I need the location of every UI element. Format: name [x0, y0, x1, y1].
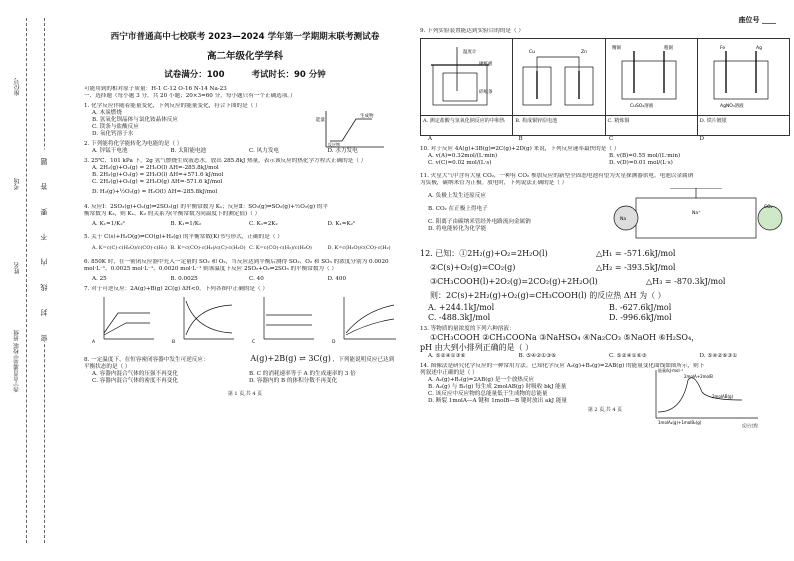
q11-option-a: A. 负极上发生还原反应 — [428, 193, 486, 200]
q9-option-a: A — [428, 136, 433, 143]
q1-option-c: C. 镁条与盐酸反应 — [92, 124, 139, 131]
section-heading: 一、选择题（每小题 3 分，共 20 小题；20×3=60 分，每小题只有一个正确选项。） — [84, 93, 296, 100]
q12-ask: 则：2C(s)+2H₂(g)+O₂(g)=CH₃COOH(l) 的反应热 ΔH 为（ ） — [430, 291, 666, 301]
q5-option-c: C. K=c(CO)·c(H₂)/c(H₂O) — [249, 244, 312, 251]
svg-text:1molA₂(g)+1molB₂(g): 1molA₂(g)+1molB₂(g) — [658, 420, 702, 426]
q12-eq2: ②C(s)+O₂(g)=CO₂(g) △H₂ = -393.5kJ/mol — [430, 263, 676, 273]
question-10: 10. 对于反应 4A(g)+3B(g)⇌2C(g)+2D(g) 来说，下列反应速率最快的是（ ） — [420, 146, 620, 153]
q14-option-b: B. A₂(g) 与 B₂(g) 每生成 2molAB(g) 时吸收 bkJ 能量 — [428, 384, 567, 391]
q3-option-a: A. 2H₂(g)+O₂(g) = 2H₂O(l) ΔH=-285.8kJ/mol — [92, 165, 219, 172]
q4-options — [92, 221, 406, 228]
svg-text:D: D — [332, 340, 336, 346]
q5-option-b: B. K=c(CO)·c(H₂)/c(C)·c(H₂O) — [170, 244, 246, 251]
svg-text:硬纸板: 硬纸板 — [479, 61, 493, 67]
q9-caption-b: B. 构成铜锌原电池 — [513, 116, 605, 136]
q5-options — [92, 245, 406, 251]
q1-reactant-label: 反应物 — [328, 142, 340, 148]
svg-text:Zn: Zn — [581, 49, 588, 55]
name-label: 姓名 — [14, 262, 21, 274]
q8-option-a: A. 容器内混合气体的压强不再变化 — [92, 371, 178, 378]
q9-apparatus-a — [421, 38, 513, 115]
question-4-cont: 衡常数为 K₂，则 K₁、K₂ 的关系为(平衡常数为同温度下的测定值)（ ） — [84, 211, 261, 217]
q2-option-a: A. 锌锰干电池 — [92, 148, 128, 155]
q2-option-b: B. 太阳能电池 — [170, 148, 207, 155]
q14-option-c: C. 该反应中反应物的总能量低于生成物的总能量 — [428, 391, 548, 398]
svg-text:A: A — [92, 340, 96, 346]
q10-option-c: C. v(C)=0.02 mol/(L·s) — [428, 160, 492, 167]
svg-text:碎纸条: 碎纸条 — [479, 89, 493, 95]
q9-apparatus-c — [605, 38, 697, 115]
question-9: 9. 下列实验装置能达到实验目的的是（ ） — [420, 28, 524, 34]
q8-option-c: C. 容器内混合气体的密度不再变化 — [92, 378, 178, 385]
q14-option-d: D. 断裂 1molA—A 键和 1molB—B 键时放出 akJ 能量 — [428, 398, 567, 405]
question-11: 11. 火星大气中含有大量 CO₂，一种有 CO₂ 参加反应的新型全固态电池有望为火星探测器供电。电池以金属钠 — [420, 173, 694, 180]
question-5: 5. 关于 C(s)+H₂O(g)⇌CO(g)+H₂(g) 的平衡常数(K)书写形式，正确的是（ ） — [84, 233, 283, 240]
q9-apparatus-d — [697, 38, 789, 115]
q11-option-c: C. 阳离子由碳纳米管经外电路流向金属钠 — [428, 219, 531, 226]
q4-option-c: C. K₁=2K₂ — [249, 220, 278, 227]
q9-option-c: C — [609, 136, 614, 143]
binding-sidebar — [0, 0, 78, 561]
q13-list: ①CH₃COOH ②CH₃COONa ③NaHSO₄ ④Na₂CO₃ ⑤NaOH ⑥H₂SO₄， — [430, 333, 700, 343]
q5-option-a: A. K=c(C)·c(H₂O)/c(CO)·c(H₂) — [92, 244, 167, 251]
question-14: 14. 图像法是研究化学反应的一种常用方法。已知化学反应 A₂(g)+B₂(g)=2AB(g) 的能量变化曲线如图所示，则下 — [420, 363, 705, 370]
q9-apparatus-table — [420, 38, 790, 136]
q6-options — [92, 276, 406, 283]
q3-option-c: C. 2H₂(g)+O₂(g) = 2H₂O(g) ΔH=-571.6 kJ/mol — [92, 179, 223, 186]
duration: 考试时长：90 分钟 — [251, 69, 326, 80]
exam-subject: 高二年级化学学科 — [206, 50, 283, 62]
question-12: 12. 已知：①2H₂(g)+O₂=2H₂O(l) △H₁ = -571.6kJ/mol — [420, 249, 676, 259]
question-11-cont: 为负极，碳纳米管为正极。放电时，下列说法正确的是（ ） — [420, 180, 568, 187]
q12-option-c: C. -488.3kJ/mol — [428, 313, 491, 323]
q12-option-b: B. -627.6kJ/mol — [609, 303, 672, 313]
svg-text:Cu: Cu — [529, 49, 536, 55]
q4-option-b: B. K₁=1/K₂ — [170, 220, 202, 227]
question-11-block — [420, 180, 790, 246]
svg-text:Na: Na — [620, 217, 627, 223]
exam-title: 西宁市普通高中七校联考 2023—2024 学年第一学期期末联考测试卷 — [110, 32, 380, 42]
question-6: 6. 850K 时，在一密闭反应器中充入一定量的 SO₂ 和 O₂，当反应达到平衡后测得 SO₂、O₂ 和 SO₃ 的浓度分别为 0.0020 — [84, 259, 389, 266]
q9-apparatus-b — [513, 38, 605, 115]
q10-option-d: D. v(D)=0.01 mol/(L·s) — [609, 160, 673, 167]
q12-option-d: D. -996.6kJ/mol — [609, 313, 672, 323]
svg-text:2molAB(g): 2molAB(g) — [712, 394, 734, 400]
question-4: 4. 反应Ⅰ：2SO₂(g)+O₂(g)⇌2SO₃(g) 的平衡常数为 K₁；反应Ⅱ：SO₃(g)⇌SO₂(g)+½O₂(g) 的平 — [84, 204, 329, 211]
q7-graph-a — [92, 297, 154, 345]
q6-option-c: C. 40 — [249, 276, 264, 283]
q3-option-b: B. 2H₂(g)+O₂(g) = 2H₂O(l) ΔH=+571.6 kJ/mol — [92, 172, 224, 179]
q7-graphs — [84, 293, 406, 345]
q14-option-a: A. A₂(g)+B₂(g)=2AB(g) 是一个放热反应 — [428, 377, 535, 384]
q8-options — [92, 371, 406, 385]
q4-option-d: D. K₁=K₂² — [327, 220, 356, 227]
q13-option-c: C. ⑤②④①⑥③ — [609, 353, 647, 360]
q1-product-label: 生成物 — [360, 114, 374, 120]
page-1 — [84, 6, 406, 397]
q9-caption-d: D. 铁片镀银 — [697, 116, 789, 136]
svg-text:Na⁺: Na⁺ — [692, 211, 701, 217]
atomic-masses: 可能用到的相对原子质量：H-1 C-12 O-16 N-14 Na-23 — [84, 86, 227, 93]
q1-energy-diagram — [316, 109, 386, 149]
q11-option-b: B. CO₂ 在正极上得电子 — [428, 206, 488, 213]
exam-room-label: 考场 — [14, 178, 21, 190]
svg-text:反应过程: 反应过程 — [742, 423, 758, 429]
q13-options — [428, 353, 790, 360]
q7-graph-d — [332, 297, 396, 345]
q7-graph-b — [172, 297, 234, 345]
question-2: 2. 下列能将化学能转化为电能的是（ ） — [84, 141, 183, 148]
question-13: 13. 等物质的量浓度的下列六种溶液： — [420, 326, 515, 333]
svg-text:2molA+2molB: 2molA+2molB — [684, 374, 713, 380]
q9-options — [428, 136, 790, 143]
seal-warning: 密 封 线 内 不 要 答 题 — [40, 150, 48, 342]
question-8-cont: 平衡状态的是（ ） — [84, 364, 131, 371]
q1-y-label: 能量 — [316, 118, 325, 124]
svg-text:精铜: 精铜 — [611, 45, 621, 51]
q3-option-d: D. H₂(g)+½O₂(g) = H₂O(l) ΔH=-285.8kJ/mol — [92, 189, 218, 196]
q1-option-a: A. 木炭燃烧 — [92, 110, 122, 117]
svg-text:AgNO₃溶液: AgNO₃溶液 — [719, 103, 744, 109]
q13-option-d: D. ⑤④②⑥③① — [699, 353, 738, 360]
q10-option-b: B. v(B)=0.55 mol/(L·min) — [609, 153, 681, 160]
school-class-label: 西宁市普通高中校联 班级 — [14, 330, 20, 393]
question-6-cont: mol·L⁻¹、0.0025 mol·L⁻¹、0.0020 mol·L⁻¹ 则该温度下反应 2SO₂+O₂⇌2SO₃ 的平衡常数为（ ） — [84, 266, 337, 273]
svg-text:粗铜: 粗铜 — [663, 45, 673, 51]
svg-text:温度计: 温度计 — [463, 49, 477, 55]
q12-options — [428, 303, 790, 323]
q6-option-a: A. 25 — [92, 276, 107, 283]
q1-option-b: B. 氢氧化钡晶体与氯化铵晶体反应 — [92, 117, 178, 124]
q13-option-b: B. ⑤④②①③⑥ — [518, 353, 557, 360]
q9-option-d: D — [699, 136, 704, 143]
q9-caption-a: A. 测定盐酸与氢氧化钠反应的中和热 — [421, 116, 513, 136]
q12-option-a: A. +244.1kJ/mol — [428, 303, 495, 313]
svg-text:能量/kJ·mol⁻¹: 能量/kJ·mol⁻¹ — [658, 368, 684, 374]
q6-option-b: B. 0.0025 — [170, 276, 198, 283]
q14-energy-diagram — [642, 366, 782, 428]
question-8: 8. 一定温度下，在恒容密闭容器中发生可逆反应： A(g)+2B(g) ⇌ 3C(g) ，下列能说明反应已达到 — [84, 354, 395, 364]
q8-option-d: D. 容器内的 B 的体积分数不再变化 — [249, 378, 338, 385]
q9-option-b: B — [518, 136, 523, 143]
page-2-footer: 第 2 页,共 4 页 — [587, 407, 623, 414]
q12-eq3: ③CH₃COOH(l)+2O₂(g)=2CO₂(g)+2H₂O(l) △H₃ = -870.3kJ/mol — [430, 277, 726, 287]
q10-options — [428, 153, 790, 167]
q13-option-a: A. ⑤②④①③⑥ — [428, 353, 466, 360]
q5-option-d: D. K=c(H₂O)/c(CO)·c(H₂) — [327, 244, 391, 251]
svg-text:CO₂: CO₂ — [764, 205, 773, 211]
page-2 — [420, 6, 790, 429]
svg-text:CuSO₄溶液: CuSO₄溶液 — [629, 103, 653, 109]
page-1-footer: 第 1 页,共 4 页 — [227, 391, 263, 398]
fold-line — [26, 18, 27, 543]
q8-equation: A(g)+2B(g) ⇌ 3C(g) — [250, 354, 331, 364]
svg-text:C: C — [252, 340, 256, 346]
svg-text:Fe: Fe — [719, 45, 725, 51]
q10-option-a: A. v(A)=0.32mol/(L·min) — [428, 153, 498, 160]
q11-battery-diagram — [610, 188, 786, 244]
q1-option-d: D. 氧化钙溶于水 — [92, 131, 134, 138]
exam-meta — [84, 70, 406, 81]
question-3: 3. 25℃、101 kPa 下，2g 氢气燃烧生成液态水，放出 285.8kJ 热量，表示该反应的热化学方程式正确的是（ ） — [84, 158, 367, 165]
q8-option-b: B. C 的消耗速率等于 A 的生成速率的 3 倍 — [249, 371, 356, 378]
q6-option-d: D. 400 — [327, 276, 347, 283]
question-13-cont: pH 由大到小排列正确的是（ ） — [420, 343, 534, 353]
q2-option-c: C. 风力发电 — [249, 148, 280, 155]
question-14-cont: 列叙述中正确的是（ ） — [420, 370, 478, 377]
q4-option-a: A. K₁=1/K₂² — [92, 220, 125, 227]
svg-text:Ag: Ag — [755, 45, 762, 51]
q9-caption-c: C. 精炼铜 — [605, 116, 697, 136]
q11-option-d: D. 将电能转化为化学能 — [428, 226, 487, 233]
seat-number: 座位号 ____ — [738, 16, 776, 24]
question-1: 1. 化学反应伴随着能量变化，下列反应的能量变化，符合下图的是（ ） — [84, 103, 261, 110]
q2-option-d: D. 水力发电 — [327, 148, 358, 155]
q7-graph-c — [252, 297, 314, 345]
svg-text:B: B — [172, 340, 176, 346]
seat-label-side: 座位号 — [14, 78, 21, 96]
full-score: 试卷满分：100 — [164, 69, 225, 80]
question-7: 7. 对于可逆反应：2A(g)+B(g) 2C(g) ΔH<0，下列各图中正确的是（ ） — [84, 286, 268, 293]
